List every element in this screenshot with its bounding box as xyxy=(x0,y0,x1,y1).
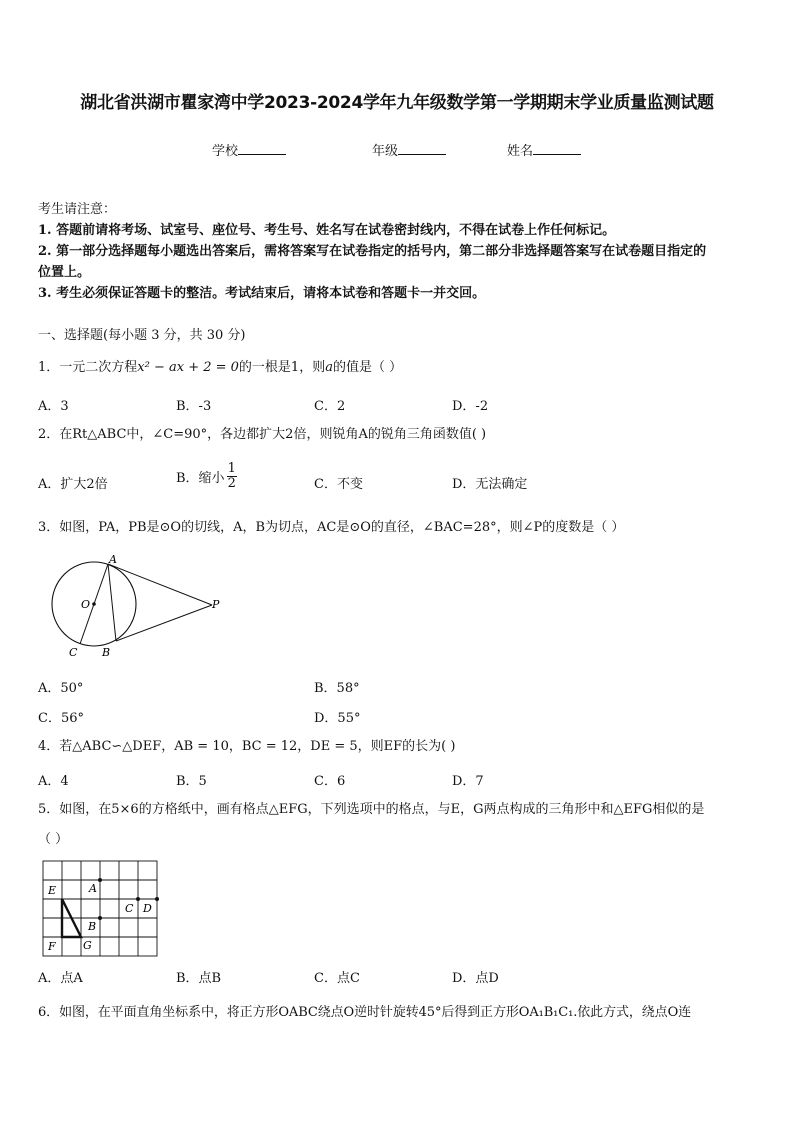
q5-option-c[interactable]: C．点C xyxy=(314,971,360,986)
label-a: A xyxy=(109,553,117,566)
q1-option-d[interactable]: D．-2 xyxy=(452,399,489,414)
grid-lines xyxy=(43,861,157,956)
name-field[interactable] xyxy=(507,140,581,159)
question-2: 2．在Rt△ABC中，∠C=90°，各边都扩大2倍，则锐角A的锐角三角函数值( ) xyxy=(38,427,487,442)
q2-option-d[interactable]: D．无法确定 xyxy=(452,477,528,492)
q1-mid: 的一根是1，则 xyxy=(238,360,326,375)
label-f: F xyxy=(48,940,56,953)
center-dot xyxy=(92,602,96,606)
question-5: 5．如图，在5×6的方格纸中，画有格点△EFG，下列选项中的格点，与E，G两点构成的三角形中和△EFG相似的是 xyxy=(38,802,705,817)
frac-denominator: 2 xyxy=(227,476,236,491)
q1-option-c[interactable]: C．2 xyxy=(314,399,346,414)
q1-option-a[interactable]: A．3 xyxy=(38,399,69,414)
notice-heading: 考生请注意： xyxy=(38,202,117,217)
q5-option-a[interactable]: A．点A xyxy=(38,971,83,986)
question-3: 3．如图，PA，PB是⊙O的切线，A，B为切点，AC是⊙O的直径，∠BAC=28°，则∠P的度数是（ ） xyxy=(38,520,625,535)
q1-equation: x² − ax + 2 = 0 xyxy=(137,360,239,375)
frac-numerator: 1 xyxy=(227,461,236,476)
section-heading: 一、选择题(每小题 3 分，共 30 分) xyxy=(38,328,246,343)
point-d xyxy=(155,897,159,901)
circle-tangent-figure xyxy=(44,552,224,662)
q3-option-a[interactable]: A．50° xyxy=(38,681,84,696)
notice-item-2-cont: 位置上。 xyxy=(38,265,91,280)
q3-option-b[interactable]: B．58° xyxy=(314,681,360,696)
q4-option-a[interactable]: A．4 xyxy=(38,774,69,789)
q1-suffix: 的值是（ ） xyxy=(332,360,403,375)
tangent-pa xyxy=(108,564,212,605)
label-b: B xyxy=(88,920,97,933)
notice-item-2: 2. 第一部分选择题每小题选出答案后，需将答案写在试卷指定的括号内，第二部分非选择题答案写在试卷题目指定的 xyxy=(38,244,707,259)
notice-item-3: 3. 考生必须保证答题卡的整洁。考试结束后，请将本试卷和答题卡一并交回。 xyxy=(38,286,486,301)
label-p: P xyxy=(212,598,220,611)
label-c: C xyxy=(125,902,134,915)
q2-option-c[interactable]: C．不变 xyxy=(314,477,363,492)
tangent-pb xyxy=(116,605,212,641)
fraction-one-half xyxy=(227,462,237,491)
question-1 xyxy=(38,359,402,377)
grid-figure xyxy=(42,860,160,960)
q1-var: a xyxy=(325,360,333,375)
page-title: 湖北省洪湖市瞿家湾中学2023-2024学年九年级数学第一学期期末学业质量监测试题 xyxy=(80,93,714,113)
grade-field[interactable] xyxy=(372,140,446,159)
question-6: 6．如图，在平面直角坐标系中，将正方形OABC绕点O逆时针旋转45°后得到正方形OA₁B₁C₁.依此方式，绕点O连 xyxy=(38,1005,692,1020)
chord-ab xyxy=(108,564,116,641)
q4-option-d[interactable]: D．7 xyxy=(452,774,484,789)
point-a xyxy=(98,878,102,882)
notice-item-1: 1. 答题前请将考场、试室号、座位号、考生号、姓名写在试卷密封线内，不得在试卷上作任何标记。 xyxy=(38,223,616,238)
q2-option-b-label: B．缩小 xyxy=(176,471,225,486)
q3-option-c[interactable]: C．56° xyxy=(38,711,84,726)
question-4: 4．若△ABC∽△DEF，AB = 10，BC = 12，DE = 5，则EF的长为( ) xyxy=(38,739,456,754)
q1-prefix: 1．一元二次方程 xyxy=(38,360,138,375)
label-g: G xyxy=(83,939,92,952)
school-label: 学校 xyxy=(212,144,239,159)
name-label: 姓名 xyxy=(507,144,534,159)
point-b xyxy=(98,916,102,920)
q3-option-d[interactable]: D．55° xyxy=(314,711,361,726)
school-field[interactable] xyxy=(212,140,286,159)
label-d: D xyxy=(143,902,152,915)
q4-option-c[interactable]: C．6 xyxy=(314,774,346,789)
label-e: E xyxy=(48,884,57,897)
label-b: B xyxy=(102,646,111,659)
q1-option-b[interactable]: B．-3 xyxy=(176,399,212,414)
point-c xyxy=(136,897,140,901)
label-o: O xyxy=(81,598,91,611)
q2-option-b[interactable] xyxy=(176,462,237,491)
q2-option-a[interactable]: A．扩大2倍 xyxy=(38,477,108,492)
q5-option-b[interactable]: B．点B xyxy=(176,971,222,986)
school-blank[interactable] xyxy=(238,142,286,155)
label-c: C xyxy=(69,646,78,659)
q4-option-b[interactable]: B．5 xyxy=(176,774,207,789)
name-blank[interactable] xyxy=(533,142,581,155)
grade-blank[interactable] xyxy=(398,142,446,155)
label-a: A xyxy=(89,882,97,895)
grade-label: 年级 xyxy=(372,144,399,159)
question-5-paren: （ ） xyxy=(38,832,69,847)
q5-option-d[interactable]: D．点D xyxy=(452,971,499,986)
